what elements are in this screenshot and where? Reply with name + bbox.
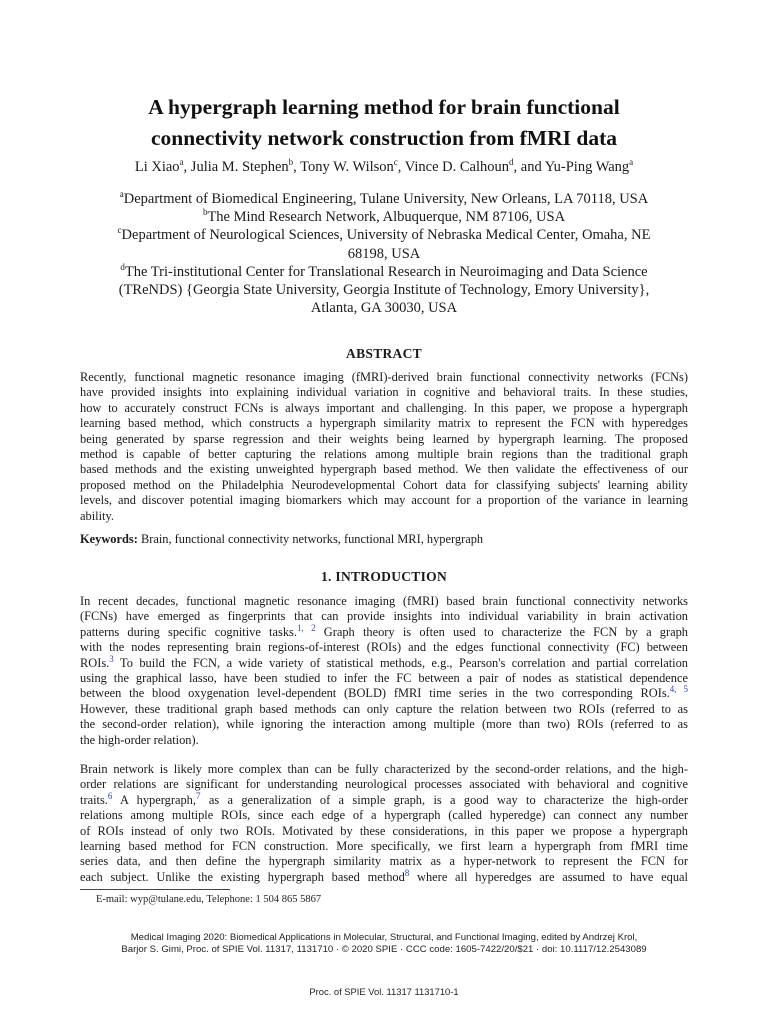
citation-line-2: Barjor S. Gimi, Proc. of SPIE Vol. 11317, 1131710 · © 2020 SPIE · CCC code: 1605-7422/20/$21 · doi: 10.1117/12.2543089 [121, 944, 647, 956]
text-line: In recent decades, functional magnetic resonance imaging (fMRI) based brain functional connectivity networks [80, 594, 688, 608]
intro-paragraph-1 [80, 594, 688, 748]
author-name: Yu-Ping Wang [544, 159, 630, 175]
abstract-heading: ABSTRACT [346, 346, 422, 361]
abstract-line: how to accurately construct FCNs is always important and challenging. In this paper, we propose a hypergraph [80, 400, 688, 415]
text-line: order relations are significant for understanding neurological processes associated with behavioral and cognitive [80, 777, 688, 792]
author-name: Tony W. Wilson [300, 159, 394, 175]
keywords-text: Brain, functional connectivity networks, functional MRI, hypergraph [140, 532, 484, 546]
affiliation-c: $^c$Department of Neurological Sciences, University of Nebraska Medical Center, Omaha, NE [117, 225, 651, 244]
affiliations [70, 190, 698, 317]
citation-reference-link[interactable]: 7 [195, 790, 201, 801]
abstract-line: being generated by sparse regression and their weights being learned by hypergraph learning. The proposed [80, 431, 688, 446]
affiliation-a: $^a$Department of Biomedical Engineering, Tulane University, New Orleans, LA 70118, USA [119, 189, 649, 207]
section-heading-introduction: 1. INTRODUCTION [320, 569, 447, 584]
author-name: Li Xiao [134, 159, 180, 175]
keywords-label: Keywords: [80, 532, 138, 546]
citation-reference-link[interactable]: 8 [404, 867, 410, 878]
title-line-1: A hypergraph learning method for brain functional [148, 95, 620, 119]
citation-reference-link[interactable]: 3 [109, 653, 114, 664]
text-line: However, these traditional graph based methods can only capture the relation between two ROIs (referred to as [80, 701, 688, 716]
text-line: between the blood oxygenation level-dependent (BOLD) fMRI time series in the two corresponding ROIs.$^{4, 5}$ [80, 684, 688, 701]
footnote-contact: E-mail: wyp@tulane.edu, Telephone: 1 504 865 5867 [96, 894, 322, 905]
citation-block [60, 932, 708, 957]
text-line: patterns during specific cognitive tasks.$^{1, 2}$ Graph theory is often used to characterize the FCN by a graph [80, 622, 689, 639]
affiliation-d-cont-2: Atlanta, GA 30030, USA [310, 300, 458, 317]
text-line: using the graphical lasso, have been studied to infer the FC between a pair of nodes as statistical dependence [80, 671, 688, 686]
keywords [80, 532, 688, 547]
citation-reference-link[interactable]: 6 [107, 790, 113, 801]
footnote-rule [80, 889, 230, 890]
abstract-line: proposed method on the Philadelphia Neurodevelopmental Cohort data for classifying subjects' learning ability [80, 477, 688, 492]
affiliation-b: $^b$The Mind Research Network, Albuquerque, NM 87106, USA [202, 207, 566, 226]
author-affiliation-mark: d [509, 157, 514, 168]
abstract-line: levels, and discover potential imaging biomarkers which may account for a proportion of the variance in learning [80, 493, 688, 508]
abstract-line: Recently, functional magnetic resonance imaging (fMRI)-derived brain functional connectivity networks (FCNs) [80, 370, 688, 384]
citation-line-1: Medical Imaging 2020: Biomedical Applications in Molecular, Structural, and Functional Imaging, edited by Andrzej Krol, [130, 932, 638, 943]
abstract-line: based methods and the existing unweighted hypergraph based method. We then validate the effectiveness of our [80, 462, 688, 477]
abstract-line: learning based method, which constructs a hypergraph similarity matrix to represent the FCN with hyperedges [80, 416, 688, 431]
title-line-2: connectivity network construction from fMRI data [151, 126, 617, 150]
text-line: with the nodes representing brain regions-of-interest (ROIs) and the edges functional connectivity (FC) between [80, 640, 688, 655]
text-line: the second-order relation), while ignoring the interaction among multiple (more than two) ROIs (referred to as [80, 717, 688, 732]
abstract-text [80, 370, 688, 524]
affiliation-d-cont-1: (TReNDS) {Georgia State University, Georgia Institute of Technology, Emory University}, [118, 282, 650, 299]
author-affiliation-mark: c [393, 157, 398, 168]
author-list: Li Xiao$^a$, Julia M. Stephen$^b$, Tony W. Wilson$^c$, Vince D. Calhoun$^d$, and Yu-Ping Wang$^a$ [134, 157, 634, 175]
abstract-line: have provided insights into explaining individual variation in cognitive and behavioral traits. In these studies, [80, 385, 688, 400]
author-name: Vince D. Calhoun [404, 159, 510, 175]
text-line: learning based method for FCN construction. More specifically, we first learn a hypergraph from fMRI time [80, 839, 688, 854]
text-line: traits.$^6$ A hypergraph,$^7$ as a generalization of a simple graph, is a good way to characterize the high-order [80, 790, 688, 807]
page-footer: Proc. of SPIE Vol. 11317 1131710-1 [309, 986, 459, 997]
affiliation-d: $^d$The Tri-institutional Center for Translational Research in Neuroimaging and Data Science [120, 261, 648, 280]
author-name: Julia M. Stephen [190, 159, 289, 175]
citation-reference-link[interactable]: 4, 5 [669, 684, 688, 695]
text-line: (FCNs) have emerged as fingerprints that can provide insights into individual variability in brain activation [80, 609, 688, 624]
author-affiliation-mark: b [288, 157, 294, 168]
text-line: series data, and then define the hypergraph similarity matrix as a hyper-network to represent the FCN for [80, 854, 688, 869]
paper-title [80, 92, 688, 154]
text-line: relations among multiple ROIs, since each edge of a hypergraph (called hyperedge) can connect any number [80, 808, 688, 823]
text-line: ROIs.$^3$ To build the FCN, a wide variety of statistical methods, e.g., Pearson's correlation and partial correlation [80, 653, 688, 670]
intro-paragraph-2 [80, 762, 688, 885]
author-affiliation-mark: a [629, 157, 634, 168]
author-affiliation-mark: a [179, 157, 184, 168]
abstract-line: ability. [80, 508, 114, 523]
text-line: each subject. Unlike the existing hypergraph based method$^8$ where all hyperedges are assumed to have equal [80, 867, 689, 884]
text-line: Brain network is likely more complex than can be fully characterized by the second-order relations, and the high- [80, 762, 688, 776]
affiliation-c-cont: 68198, USA [347, 245, 421, 262]
citation-reference-link[interactable]: 1, 2 [296, 622, 316, 633]
text-line: the high-order relation). [80, 732, 199, 747]
text-line: of ROIs instead of only two ROIs. Motivated by these considerations, in this paper we propose a hypergraph [80, 823, 688, 838]
abstract-line: method is capable of better capturing the relations among multiple brain regions than the traditional graph [80, 447, 688, 462]
